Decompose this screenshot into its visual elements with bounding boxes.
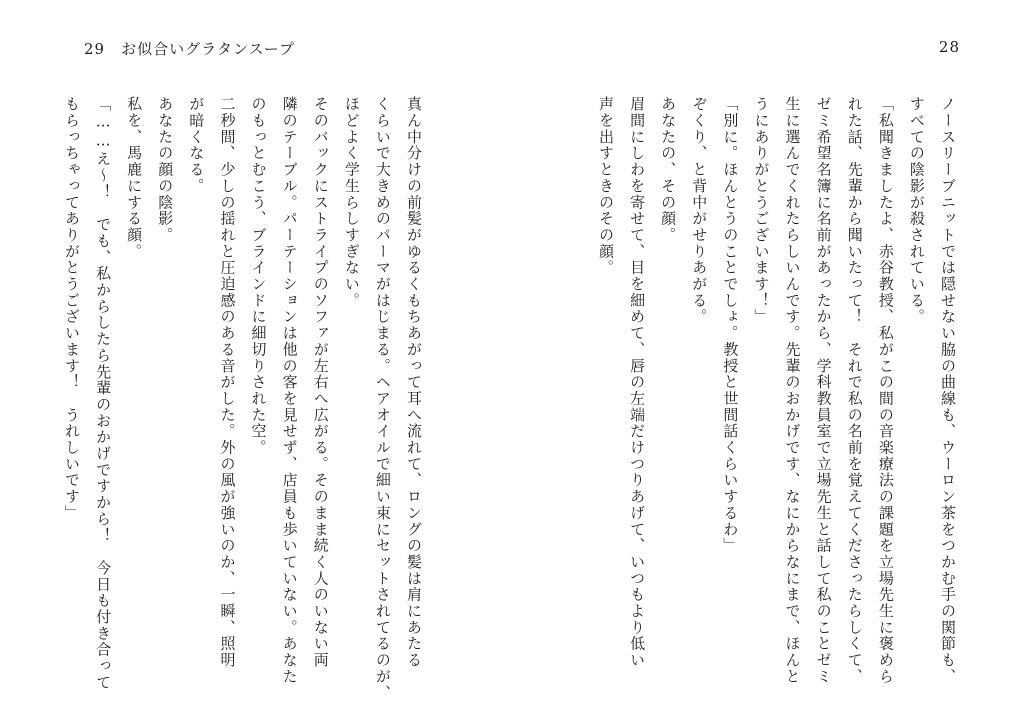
text-line: 私を、馬鹿にする顔。 [125,96,144,260]
text-line: のもっとむこう、ブラインドに細切りされた空。 [249,96,268,456]
text-line: 「別に。ほんとうのことでしょ。教授と世間話くらいするわ」 [721,96,740,554]
text-line: 「……え〜！ でも、私からしたら先輩のおかげですから！ 今日も付き合って [94,96,113,691]
text-line: あなたの顔の陰影。 [156,96,175,244]
text-line: あなたの、その顔。 [659,96,678,244]
text-line: ゼミ希望名簿に名前があったから、学科教員室で立場先生と話して私のことゼミ [814,96,833,685]
text-line: 隣のテーブル。パーテーションは他の客を見せず、店員も歩いていない。あなた [280,96,299,685]
text-line: もらっちゃってありがとうございます！ うれしいです」 [62,96,81,522]
running-title: お似合いグラタンスープ [121,40,295,58]
text-line: ぞくり、と背中がせりあがる。 [690,96,709,325]
text-line: が暗くなる。 [187,96,206,195]
text-line: くらいで大きめのパーマがはじまる。ヘアオイルで細い束にセットされてるのが、 [373,96,392,701]
right-page [512,0,1024,721]
text-line: 真ん中分けの前髪がゆるくもちあがって耳へ流れて、ロングの髪は肩にあたる [405,96,423,669]
left-page-header [84,38,295,59]
left-page-body [62,96,423,701]
text-line: 眉間にしわを寄せて、目を細めて、唇の左端だけつりあげて、いつもより低い [628,96,647,669]
text-line: すべての陰影が殺されている。 [907,96,926,325]
text-line: ノースリーブニットでは隠せない脇の曲線も、ウーロン茶をつかむ手の関節も、 [939,96,957,685]
text-line: 「私聞きましたよ、赤谷教授、私がこの間の音楽療法の課題を立場先生に褒めら [876,96,895,685]
text-line: 声を出すときのその顔。 [596,96,615,276]
text-line: れた話、先輩から聞いたって！ それで私の名前を覚えてくださったらしくて、 [845,96,864,685]
text-line: うにありがとうございます！」 [752,96,771,325]
text-line: ほどよく学生らしすぎない。 [342,96,361,309]
right-page-body [596,96,957,685]
text-line: 二秒間、少しの揺れと圧迫感のある音がした。外の風が強いのか、一瞬、照明 [218,96,237,669]
right-page-number: 28 [938,38,960,56]
left-page-number: 29 [84,40,106,58]
right-page-header [939,38,960,56]
text-line: そのバックにストライプのソファが左右へ広がる。そのまま続く人のいない両 [311,96,330,669]
text-line: 生に選んでくれたらしいんです。先輩のおかげです、なにからなにまで、ほんと [783,96,802,685]
